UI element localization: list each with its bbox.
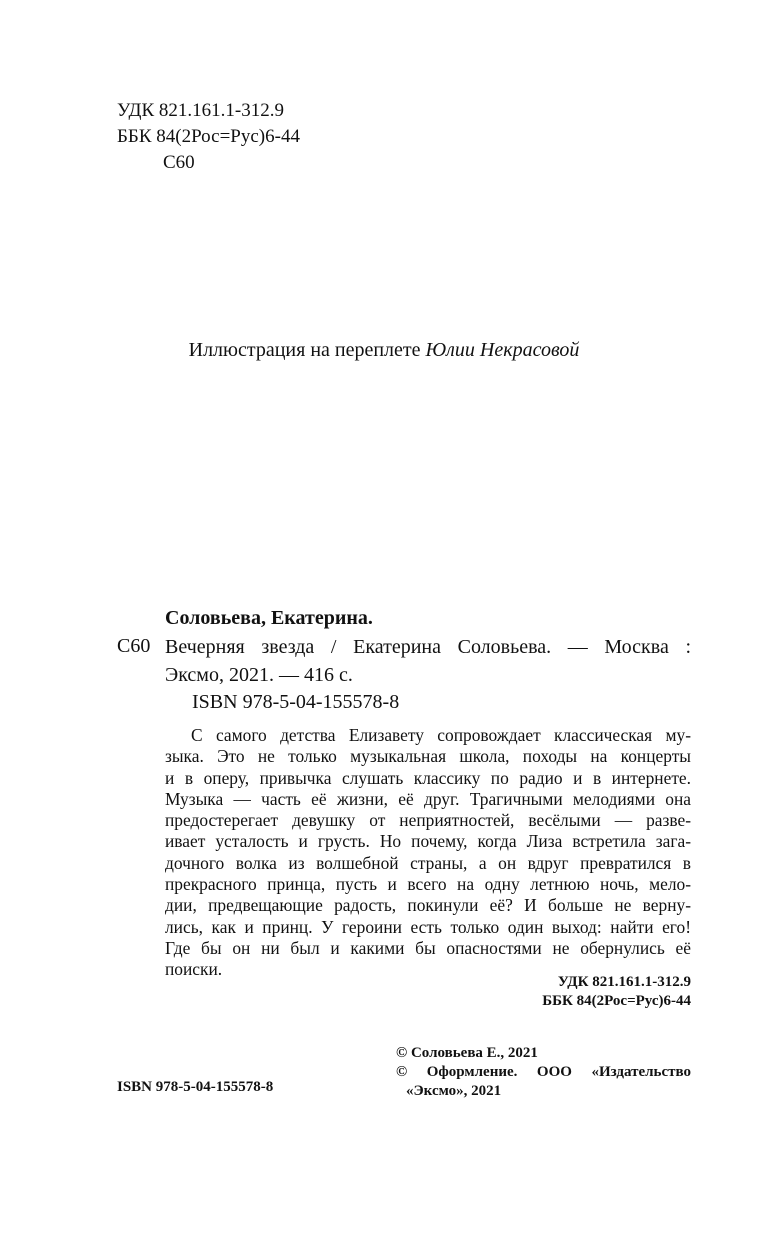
- bbk-code-bottom: ББК 84(2Рос=Рус)6-44: [542, 993, 691, 1009]
- annotation-line: лись, как и принц. У героини есть только один выход: найти его!: [165, 916, 691, 937]
- bbk-code: ББК 84(2Рос=Рус)6-44: [117, 126, 300, 147]
- udk-code-bottom: УДК 821.161.1-312.9: [557, 974, 691, 990]
- record-author-mark: С60: [117, 635, 151, 657]
- annotation-line: зыка. Это не только музыкальная школа, походы на концерты: [165, 746, 691, 767]
- illustration-credit: [0, 337, 768, 363]
- record-isbn: ISBN 978-5-04-155578-8: [192, 691, 400, 713]
- record-author: Соловьева, Екатерина.: [165, 607, 373, 629]
- annotation-line: и в оперу, привычка слушать классику по радио и в интернете.: [165, 767, 691, 788]
- copyright-block: [396, 1044, 691, 1101]
- annotation-line: ивает усталость и грусть. Но почему, когда Лиза встретила зага-: [165, 831, 691, 852]
- annotation-line: С самого детства Елизавету сопровождает классическая му-: [191, 725, 691, 745]
- annotation-line: Где бы он ни был и какими бы опасностями не обернулись её: [165, 937, 691, 958]
- annotation-line: прекрасного принца, пусть и всего на одну летнюю ночь, мело-: [165, 874, 691, 895]
- record-description: [165, 633, 691, 689]
- illustration-label: Иллюстрация на переплете: [188, 339, 426, 361]
- annotation-line: дочного волка из волшебной страны, а он вдруг превратился в: [165, 852, 691, 873]
- isbn-bottom: ISBN 978-5-04-155578-8: [117, 1079, 274, 1095]
- record-title-line: Вечерняя звезда / Екатерина Соловьева. — Москва :: [165, 636, 691, 658]
- udk-code: УДК 821.161.1-312.9: [117, 100, 284, 121]
- copyright-publisher: «Эксмо», 2021: [406, 1083, 502, 1099]
- annotation: [165, 725, 691, 981]
- copyright-author: © Соловьева Е., 2021: [396, 1045, 538, 1061]
- top-classification-codes: [117, 98, 300, 176]
- copyright-design: © Оформление. ООО «Издательство: [396, 1064, 691, 1080]
- illustration-artist: Юлии Некрасовой: [425, 339, 580, 361]
- annotation-line: дии, предвещающие радость, покинули её? И больше не верну-: [165, 895, 691, 916]
- annotation-line: предостерегает девушку от неприятностей, весёлыми — разве-: [165, 810, 691, 831]
- bottom-classification-codes: [542, 973, 691, 1011]
- annotation-line: поиски.: [165, 959, 223, 980]
- record-publisher-line: Эксмо, 2021. — 416 с.: [165, 664, 353, 686]
- author-mark: С60: [163, 152, 195, 173]
- annotation-line: Музыка — часть её жизни, её друг. Трагичными мелодиями она: [165, 788, 691, 809]
